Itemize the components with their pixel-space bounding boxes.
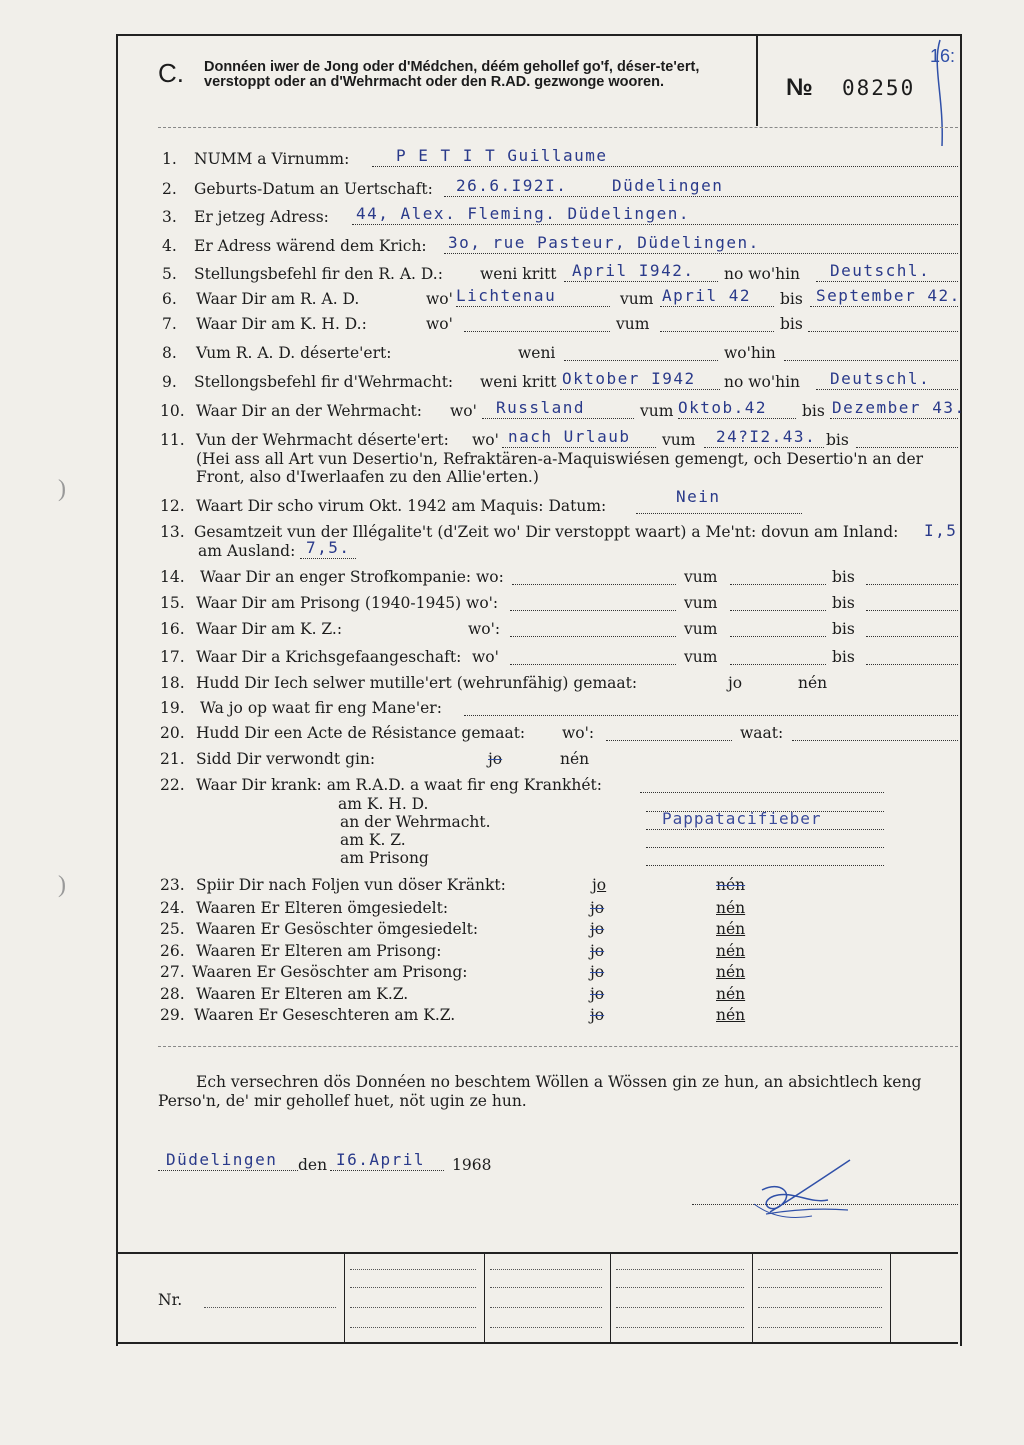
q5-where-label: no wo'hin [724,265,801,283]
punch-hole-mark: ) [58,872,66,898]
q10-label: Waar Dir an der Wehrmacht: [196,402,422,420]
q20-waat: waat: [740,724,784,742]
q17-label: Waar Dir a Krichsgefaangeschaft: [196,648,462,666]
q21-number: 21. [160,750,185,768]
q16-line-to [866,622,958,637]
q1-value: P E T I T Guillaume [396,146,608,165]
q4-label: Er Adress wärend dem Krich: [194,237,427,255]
q6-where: Lichtenau [456,286,557,305]
q18-jo: jo [728,674,743,692]
signature-icon [740,1150,880,1230]
q22-sub4: am Prisong [340,849,429,867]
q16-wo: wo': [468,620,501,638]
q20-wo: wo': [562,724,595,742]
q1-label: NUMM a Virnumm: [194,150,350,168]
footer-year: 1968 [452,1156,492,1174]
q16-number: 16. [160,620,185,638]
q7-line-where [464,317,610,332]
q13-ausland: 7,5. [306,538,351,557]
q24-label: Waaren Er Elteren ömgesiedelt: [196,899,449,917]
q24-number: 24. [160,899,185,917]
q25-jo: jo [590,920,605,938]
q22-number: 22. [160,776,185,794]
q23-label: Spiir Dir nach Foljen vun döser Kränkt: [196,876,506,894]
table-line [490,1268,602,1270]
q14-label: Waar Dir an enger Strofkompanie: wo: [200,568,504,586]
q11-vum: vum [662,431,696,449]
q13-label: Gesamtzeit vun der Illégalite't (d'Zeit wo' Dir verstoppt waart) a Me'nt: dovun am Inland: [194,523,899,541]
q12-value: Nein [676,487,721,506]
q21-nen: nén [560,750,590,768]
q29-label: Waaren Er Geseschteren am K.Z. [194,1006,456,1024]
q22-line-5 [646,851,884,866]
q25-nen: nén [716,920,746,938]
q22-label: Waar Dir krank: am R.A.D. a waat fir eng Krankhét: [196,776,602,794]
declaration-text: Ech versechren dös Donnéen no beschtem Wöllen a Wössen gin ze hun, an absichtlech keng Perso'n, de' mir gehollef huet, nöt ugin ze hun. [158,1073,922,1110]
table-divider [610,1254,611,1342]
q2-place: Düdelingen [612,176,724,195]
q5-when: April I942. [572,261,695,280]
table-line [758,1286,882,1288]
q17-wo: wo' [472,648,499,666]
q8-weni: weni [518,344,556,362]
q9-weni: weni kritt [480,373,557,391]
table-line [350,1286,476,1288]
q24-nen: nén [716,899,746,917]
q5-weni: weni kritt [480,265,557,283]
q15-vum: vum [684,594,718,612]
q6-label: Waar Dir am R. A. D. [196,290,360,308]
q12-label: Waart Dir scho virum Okt. 1942 am Maquis: Datum: [196,497,607,515]
q8-number: 8. [162,344,177,362]
q14-line-from [730,570,826,585]
q11-where: nach Urlaub [508,427,631,446]
q17-line-where [510,650,676,665]
q23-number: 23. [160,876,185,894]
q5-label: Stellungsbefehl fir den R. A. D.: [194,265,443,283]
q7-bis: bis [780,315,803,333]
q20-number: 20. [160,724,185,742]
q3-label: Er jetzeg Adress: [194,208,329,226]
q8-line-where [784,346,958,361]
table-line [758,1268,882,1270]
footer-den: den [298,1156,328,1174]
q4-value: 3o, rue Pasteur, Düdelingen. [448,233,760,252]
q13-inland: I,5 [924,521,958,540]
q11-note: (Hei ass all Art vun Desertio'n, Refraktären-a-Maquiswiésen gemengt, och Desertio'n an der Front, also d'Iwerlaafen zu den Allie'erten.) [196,450,924,486]
q11-wo: wo' [472,431,499,449]
q7-line-from [660,317,774,332]
q16-label: Waar Dir am K. Z.: [196,620,343,638]
q28-nen: nén [716,985,746,1003]
q17-line-to [866,650,958,665]
table-divider [484,1254,485,1342]
q6-wo: wo' [426,290,453,308]
q6-number: 6. [162,290,177,308]
q8-where-label: wo'hin [724,344,776,362]
table-line [350,1306,476,1308]
q10-wo: wo' [450,402,477,420]
q13-ausland-label: am Ausland: [198,542,296,560]
footer-date: I6.April [336,1150,426,1169]
table-line [490,1326,602,1328]
q16-bis: bis [832,620,855,638]
q5-where: Deutschl. [830,261,931,280]
q16-line-from [730,622,826,637]
q21-label: Sidd Dir verwondt gin: [196,750,376,768]
q27-jo: jo [590,963,605,981]
q10-to: Dezember 43. [832,398,966,417]
q25-label: Waaren Er Gesöschter ömgesiedelt: [196,920,479,938]
q3-number: 3. [162,208,177,226]
q18-label: Hudd Dir Iech selwer mutille'ert (wehrunfähig) gemaat: [196,674,638,692]
q16-vum: vum [684,620,718,638]
q11-label: Vun der Wehrmacht déserte'ert: [196,431,449,449]
q9-where: Deutschl. [830,369,931,388]
q17-vum: vum [684,648,718,666]
q11-from: 24?I2.43. [716,427,817,446]
q22-sub3: am K. Z. [340,831,406,849]
q28-label: Waaren Er Elteren am K.Z. [196,985,409,1003]
table-line [758,1306,882,1308]
q23-nen: nén [716,876,746,894]
table-line [616,1268,744,1270]
q2-number: 2. [162,180,177,198]
q22-sub1: am K. H. D. [338,795,429,813]
q11-line-to [856,433,958,448]
q21-jo: jo [488,750,503,768]
q7-label: Waar Dir am K. H. D.: [196,315,367,333]
q19-number: 19. [160,699,185,717]
q2-date: 26.6.I92I. [456,176,568,195]
q9-label: Stellongsbefehl fir d'Wehrmacht: [194,373,454,391]
q6-vum: vum [620,290,654,308]
q16-line-where [510,622,676,637]
table-divider [344,1254,345,1342]
q20-label: Hudd Dir een Acte de Résistance gemaat: [196,724,526,742]
q15-line-where [510,596,676,611]
q15-number: 15. [160,594,185,612]
q14-bis: bis [832,568,855,586]
q3-value: 44, Alex. Fleming. Düdelingen. [356,204,690,223]
q7-vum: vum [616,315,650,333]
table-divider [752,1254,753,1342]
table-line [616,1306,744,1308]
q14-line-to [866,570,958,585]
q26-label: Waaren Er Elteren am Prisong: [196,942,442,960]
q26-number: 26. [160,942,185,960]
q14-vum: vum [684,568,718,586]
q5-number: 5. [162,265,177,283]
q28-number: 28. [160,985,185,1003]
table-line [758,1326,882,1328]
q22-line-4 [646,833,884,848]
q29-number: 29. [160,1006,185,1024]
q13-number: 13. [160,523,185,541]
q6-from: April 42 [662,286,752,305]
q10-vum: vum [640,402,674,420]
q22-sub2-value: Pappatacifieber [662,809,822,828]
q9-number: 9. [162,373,177,391]
corner-note: 16: [930,46,956,66]
q15-bis: bis [832,594,855,612]
q8-label: Vum R. A. D. déserte'ert: [196,344,392,362]
table-line [490,1306,602,1308]
q15-line-from [730,596,826,611]
q20-line-what [792,726,958,741]
q18-number: 18. [160,674,185,692]
header-divider [756,36,758,126]
q25-number: 25. [160,920,185,938]
q26-jo: jo [590,942,605,960]
pen-stroke-icon [924,36,954,156]
q29-jo: jo [590,1006,605,1024]
table-divider [890,1254,891,1342]
q14-number: 14. [160,568,185,586]
q7-number: 7. [162,315,177,333]
q10-where: Russland [496,398,586,417]
q15-label: Waar Dir am Prisong (1940-1945) wo': [196,594,499,612]
q27-number: 27. [160,963,185,981]
q17-bis: bis [832,648,855,666]
q10-number: 10. [160,402,185,420]
q7-wo: wo' [426,315,453,333]
q18-nen: nén [798,674,828,692]
q1-number: 1. [162,150,177,168]
q19-label: Wa jo op waat fir eng Mane'er: [200,699,442,717]
q11-bis: bis [826,431,849,449]
table-line [350,1268,476,1270]
q15-line-to [866,596,958,611]
q17-number: 17. [160,648,185,666]
q24-jo: jo [590,899,605,917]
header-separator [158,127,958,128]
q17-line-from [730,650,826,665]
q19-line [464,701,958,716]
q4-number: 4. [162,237,177,255]
table-line [616,1286,744,1288]
form-number: 08250 [842,76,916,100]
q6-to: September 42. [816,286,961,305]
q12-number: 12. [160,497,185,515]
table-bottom-border [116,1342,958,1344]
q9-where-label: no wo'hin [724,373,801,391]
q11-number: 11. [160,431,185,449]
table-top-border [116,1252,958,1254]
q27-nen: nén [716,963,746,981]
table-line [616,1326,744,1328]
q2-label: Geburts-Datum an Uertschaft: [194,180,433,198]
section-heading: Donnéen iwer de Jong oder d'Médchen, déém gehollef go'f, déser-te'ert, verstoppt oder an d'Wehrmacht oder den R.AD. gezwonge wooren. [204,59,700,90]
section-letter: C. [158,58,184,88]
q20-line-where [606,726,732,741]
q14-line-where [512,570,676,585]
q8-line-when [564,346,718,361]
punch-hole-mark: ) [58,476,66,502]
q22-sub2: an der Wehrmacht. [340,813,491,831]
q29-nen: nén [716,1006,746,1024]
table-line [204,1306,336,1308]
q26-nen: nén [716,942,746,960]
q10-bis: bis [802,402,825,420]
q23-jo: jo [592,876,607,894]
q22-line-1 [640,778,884,793]
q6-bis: bis [780,290,803,308]
q7-line-to [808,317,958,332]
q10-from: Oktob.42 [678,398,768,417]
declaration-separator [158,1046,958,1047]
number-symbol: № [786,74,813,101]
footer-place: Düdelingen [166,1150,278,1169]
table-line [350,1326,476,1328]
table-line [490,1286,602,1288]
q27-label: Waaren Er Gesöschter am Prisong: [192,963,468,981]
q28-jo: jo [590,985,605,1003]
q9-when: Oktober I942 [562,369,696,388]
table-nr-label: Nr. [158,1291,183,1309]
